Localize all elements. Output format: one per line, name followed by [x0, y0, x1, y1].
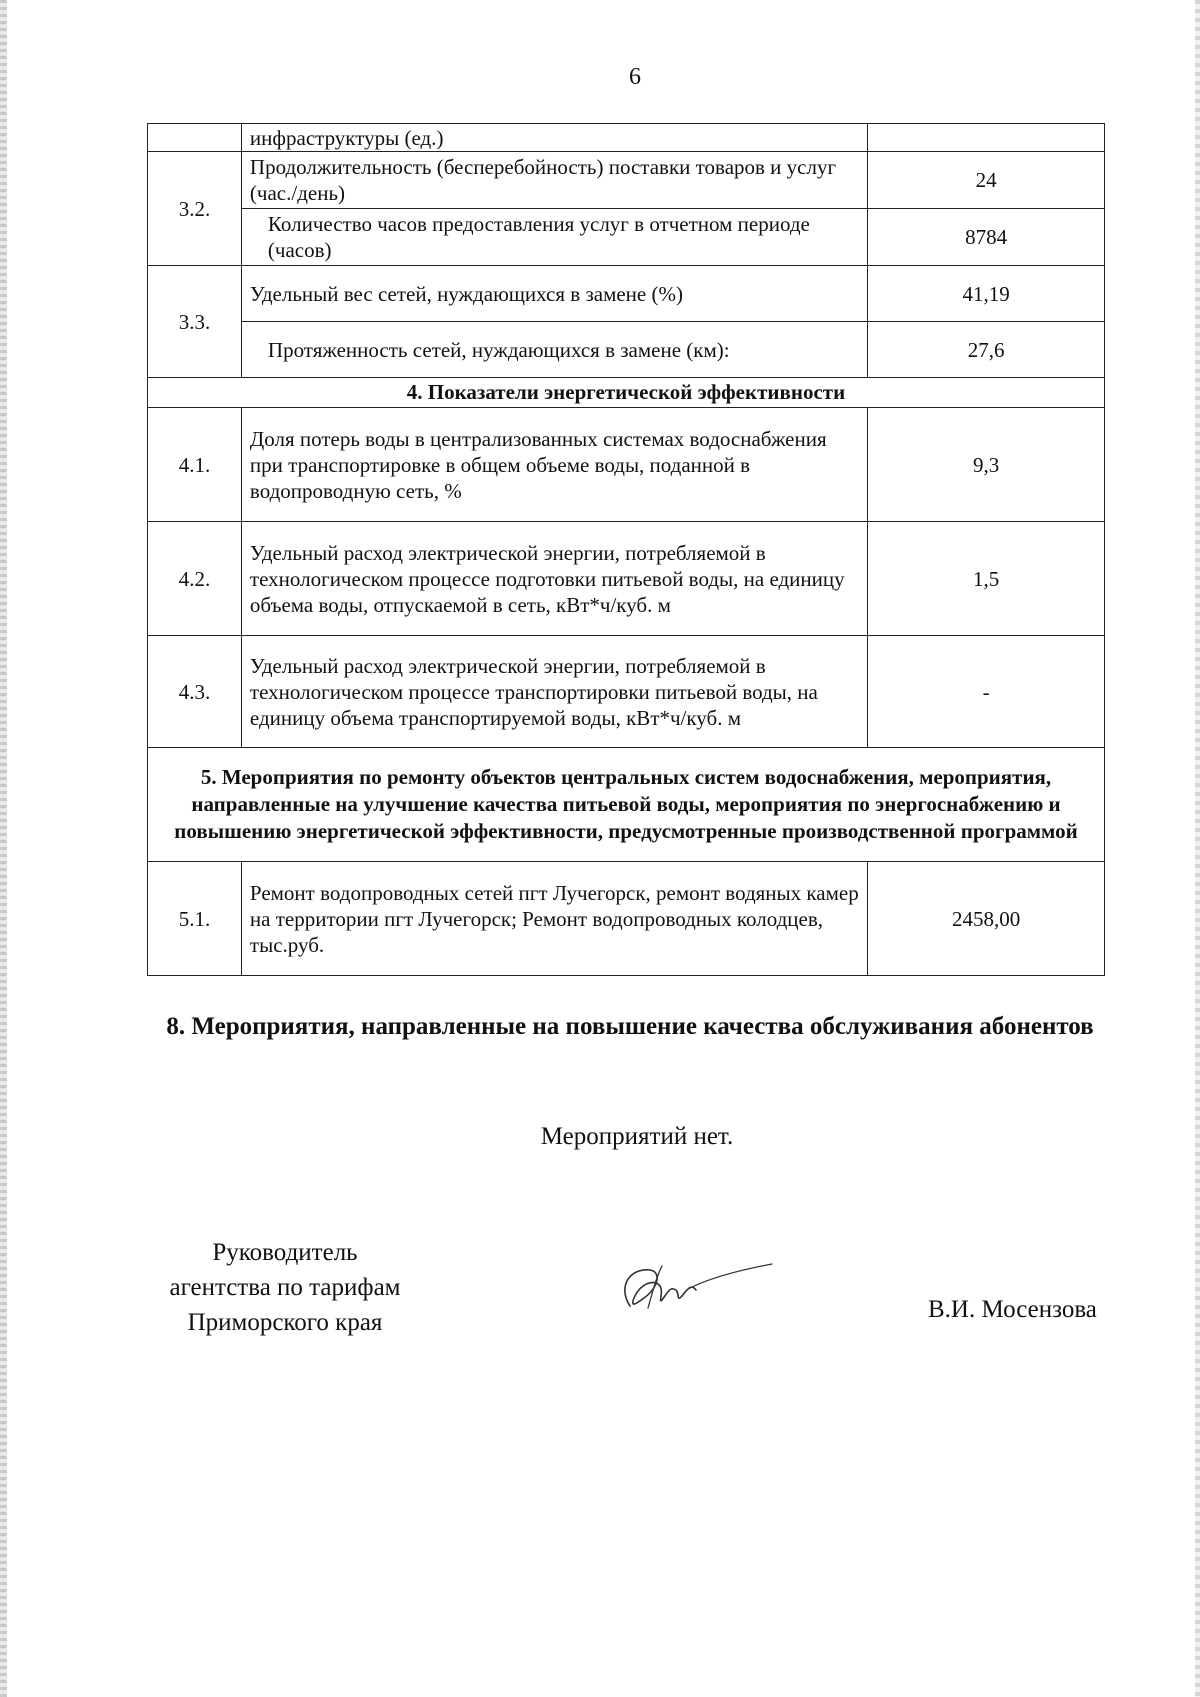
- table-row: [148, 408, 1105, 522]
- no-events-text: Мероприятий нет.: [540, 1123, 734, 1150]
- row-value: -: [868, 636, 1105, 748]
- row-value: 1,5: [868, 522, 1105, 636]
- scan-edge-right: [1195, 0, 1200, 1697]
- section-header-row: [148, 378, 1105, 408]
- signer-position-line: агентства по тарифам: [169, 1274, 401, 1301]
- row-number: [148, 124, 242, 152]
- scan-edge-left: [0, 0, 7, 1697]
- row-number: 4.3.: [148, 636, 242, 748]
- row-number: 4.1.: [148, 408, 242, 522]
- row-text: Удельный расход электрической энергии, потребляемой в технологическом процессе подготовки питьевой воды, на единицу объема воды, отпускаемой в сеть, кВт*ч/куб. м: [241, 522, 867, 636]
- signer-name: В.И. Мосензова: [928, 1296, 1097, 1323]
- handwritten-signature: [600, 1248, 780, 1328]
- table-row: [148, 209, 1105, 266]
- row-text: Продолжительность (бесперебойность) поставки товаров и услуг (час./день): [241, 152, 867, 209]
- row-text: Количество часов предоставления услуг в отчетном периоде (часов): [241, 209, 867, 266]
- row-number: 3.3.: [148, 266, 242, 378]
- row-value: 2458,00: [868, 862, 1105, 976]
- table-row: [148, 522, 1105, 636]
- table-row: [148, 152, 1105, 209]
- signer-position: [140, 1235, 430, 1340]
- signer-position-line: Приморского края: [187, 1309, 383, 1336]
- signer-position-line: Руководитель: [212, 1239, 358, 1266]
- table-row: [148, 124, 1105, 152]
- row-number: 3.2.: [148, 152, 242, 266]
- section-5-title: 5. Мероприятия по ремонту объектов центральных систем водоснабжения, мероприятия, направленные на улучшение качества питьевой воды, мероприятия по энергоснабжению и повышению энергетической эффективности, предусмотренные производственной программой: [148, 748, 1105, 862]
- row-text: инфраструктуры (ед.): [241, 124, 867, 152]
- table-row: [148, 636, 1105, 748]
- table-row: [148, 862, 1105, 976]
- section-4-title: 4. Показатели энергетической эффективности: [148, 378, 1105, 408]
- table-row: [148, 266, 1105, 322]
- row-number: 4.2.: [148, 522, 242, 636]
- row-value: 27,6: [868, 322, 1105, 378]
- row-text: Доля потерь воды в централизованных системах водоснабжения при транспортировке в общем объеме воды, поданной в водопроводную сеть, %: [241, 408, 867, 522]
- table-row: [148, 322, 1105, 378]
- row-value: 24: [868, 152, 1105, 209]
- row-value: 41,19: [868, 266, 1105, 322]
- row-text: Удельный вес сетей, нуждающихся в замене (%): [241, 266, 867, 322]
- page-number: 6: [629, 64, 641, 90]
- section-header-row: [148, 748, 1105, 862]
- row-value: 9,3: [868, 408, 1105, 522]
- row-text: Ремонт водопроводных сетей пгт Лучегорск, ремонт водяных камер на территории пгт Лучегорск; Ремонт водопроводных колодцев, тыс.руб.: [241, 862, 867, 976]
- row-text: Протяженность сетей, нуждающихся в замене (км):: [241, 322, 867, 378]
- row-value: [868, 124, 1105, 152]
- indicators-table: [147, 123, 1105, 976]
- row-value: 8784: [868, 209, 1105, 266]
- row-text: Удельный расход электрической энергии, потребляемой в технологическом процессе транспортировки питьевой воды, на единицу объема транспортируемой воды, кВт*ч/куб. м: [241, 636, 867, 748]
- section-8-heading: 8. Мероприятия, направленные на повышение качества обслуживания абонентов: [166, 1013, 1094, 1040]
- row-number: 5.1.: [148, 862, 242, 976]
